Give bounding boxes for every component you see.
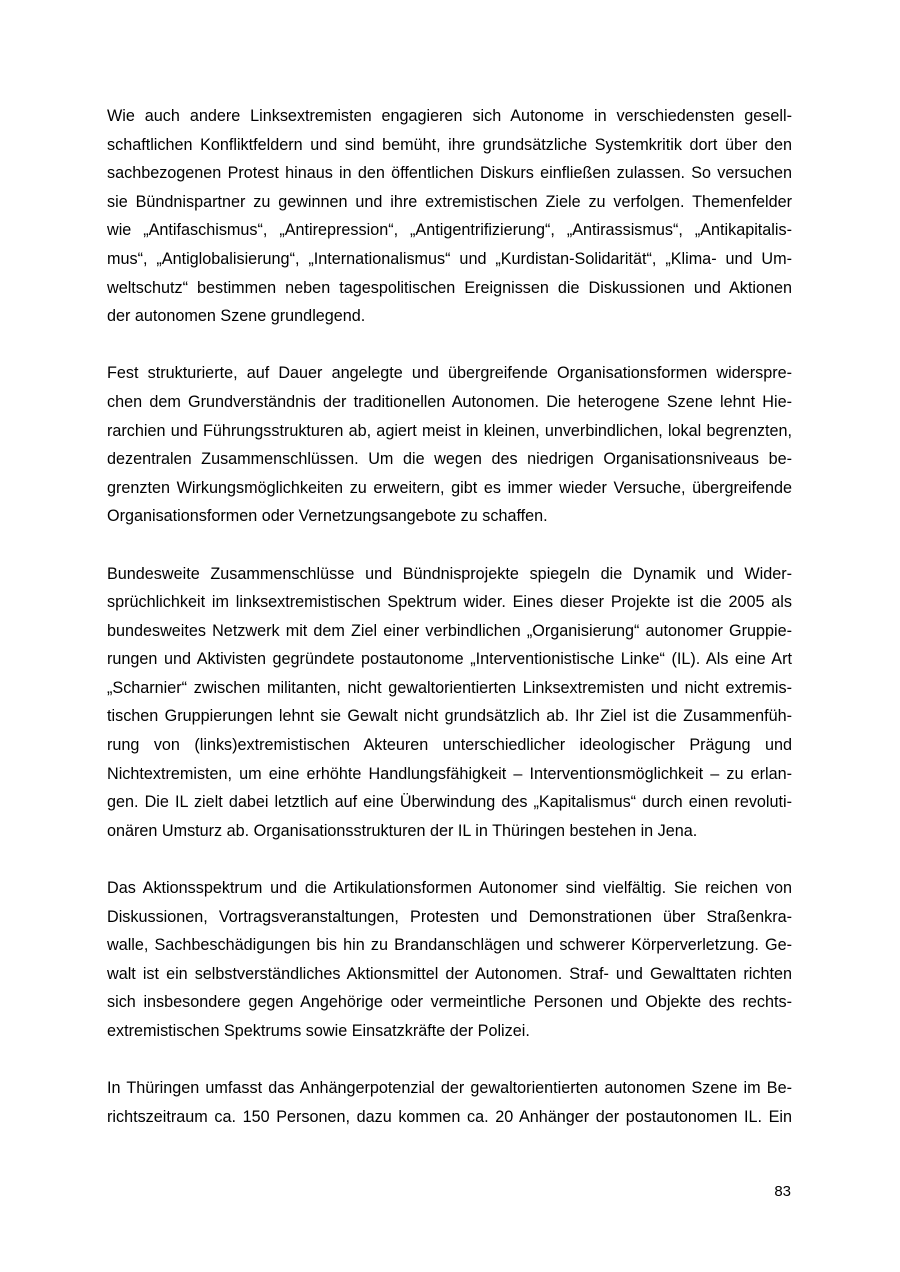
text-line: extremistischen Spektrums sowie Einsatzkräfte der Polizei. xyxy=(107,1022,530,1040)
page-number: 83 xyxy=(774,1183,791,1200)
text-line: chen dem Grundverständnis der traditionellen Autonomen. Die heterogene Szene lehnt Hie- xyxy=(107,392,792,411)
paragraph-aktionsspektrum xyxy=(107,874,792,1046)
text-line: sprüchlichkeit im linksextremistischen Spektrum wider. Eines dieser Projekte ist die 2005 als xyxy=(107,593,792,612)
text-line: mus“, „Antiglobalisierung“, „Internationalismus“ und „Kurdistan-Solidarität“, „Klima- und Um- xyxy=(107,249,792,268)
text-line: richtszeitraum ca. 150 Personen, dazu kommen ca. 20 Anhänger der postautonomen IL. Ein xyxy=(107,1107,792,1126)
text-line: tischen Gruppierungen lehnt sie Gewalt nicht grundsätzlich ab. Ihr Ziel ist die Zusammenfüh- xyxy=(107,707,792,726)
document-body xyxy=(107,102,792,1160)
text-line: dezentralen Zusammenschlüssen. Um die wegen des niedrigen Organisationsniveaus be- xyxy=(107,450,792,469)
text-line: Wie auch andere Linksextremisten engagieren sich Autonome in verschiedensten gesell- xyxy=(107,107,792,125)
text-line: sich insbesondere gegen Angehörige oder vermeintliche Personen und Objekte des rechts- xyxy=(107,993,792,1012)
text-line: rungen und Aktivisten gegründete postautonome „Interventionistische Linke“ (IL). Als eine Art xyxy=(107,650,792,669)
text-line: gen. Die IL zielt dabei letztlich auf eine Überwindung des „Kapitalismus“ durch einen revoluti- xyxy=(107,793,792,812)
text-line: rarchien und Führungsstrukturen ab, agiert meist in kleinen, unverbindlichen, lokal begrenzten, xyxy=(107,421,792,440)
text-line: sachbezogenen Protest hinaus in den öffentlichen Diskurs einfließen zulassen. So versuchen xyxy=(107,164,792,183)
text-line: Das Aktionsspektrum und die Artikulationsformen Autonomer sind vielfältig. Sie reichen von xyxy=(107,879,792,898)
paragraph-organisationsformen xyxy=(107,359,792,531)
text-line: In Thüringen umfasst das Anhängerpotenzial der gewaltorientierten autonomen Szene im Be- xyxy=(107,1079,792,1098)
paragraph-anhaengerpotenzial xyxy=(107,1074,792,1131)
text-line: „Scharnier“ zwischen militanten, nicht gewaltorientierten Linksextremisten und nicht extremis- xyxy=(107,678,792,697)
text-line: rung von (links)extremistischen Akteuren unterschiedlicher ideologischer Prägung und xyxy=(107,736,792,755)
text-line: Nichtextremisten, um eine erhöhte Handlungsfähigkeit – Interventionsmöglichkeit – zu erlan- xyxy=(107,764,792,783)
text-line: der autonomen Szene grundlegend. xyxy=(107,307,366,326)
text-line: sie Bündnispartner zu gewinnen und ihre extremistischen Ziele zu verfolgen. Themenfelder xyxy=(107,192,792,211)
paragraph-buendnisprojekte xyxy=(107,560,792,846)
text-line: Fest strukturierte, auf Dauer angelegte und übergreifende Organisationsformen widerspre- xyxy=(107,364,792,383)
text-line: walt ist ein selbstverständliches Aktionsmittel der Autonomen. Straf- und Gewalttaten richten xyxy=(107,964,792,983)
text-line: wie „Antifaschismus“, „Antirepression“, „Antigentrifizierung“, „Antirassismus“, „Antikapitalis- xyxy=(107,221,792,240)
text-line: bundesweites Netzwerk mit dem Ziel einer verbindlichen „Organisierung“ autonomer Gruppie- xyxy=(107,621,792,640)
text-line: Diskussionen, Vortragsveranstaltungen, Protesten und Demonstrationen über Straßenkra- xyxy=(107,907,792,926)
text-line: schaftlichen Konfliktfeldern und sind bemüht, ihre grundsätzliche Systemkritik dort über den xyxy=(107,135,792,154)
text-line: weltschutz“ bestimmen neben tagespolitischen Ereignissen die Diskussionen und Aktionen xyxy=(107,278,792,297)
text-line: Organisationsformen oder Vernetzungsangebote zu schaffen. xyxy=(107,507,548,526)
text-line: onären Umsturz ab. Organisationsstrukturen der IL in Thüringen bestehen in Jena. xyxy=(107,821,698,840)
text-line: walle, Sachbeschädigungen bis hin zu Brandanschlägen und schwerer Körperverletzung. Ge- xyxy=(107,936,792,955)
paragraph-autonome-konfliktfelder xyxy=(107,102,792,331)
text-line: grenzten Wirkungsmöglichkeiten zu erweitern, gibt es immer wieder Versuche, übergreifende xyxy=(107,478,792,497)
text-line: Bundesweite Zusammenschlüsse und Bündnisprojekte spiegeln die Dynamik und Wider- xyxy=(107,564,792,583)
